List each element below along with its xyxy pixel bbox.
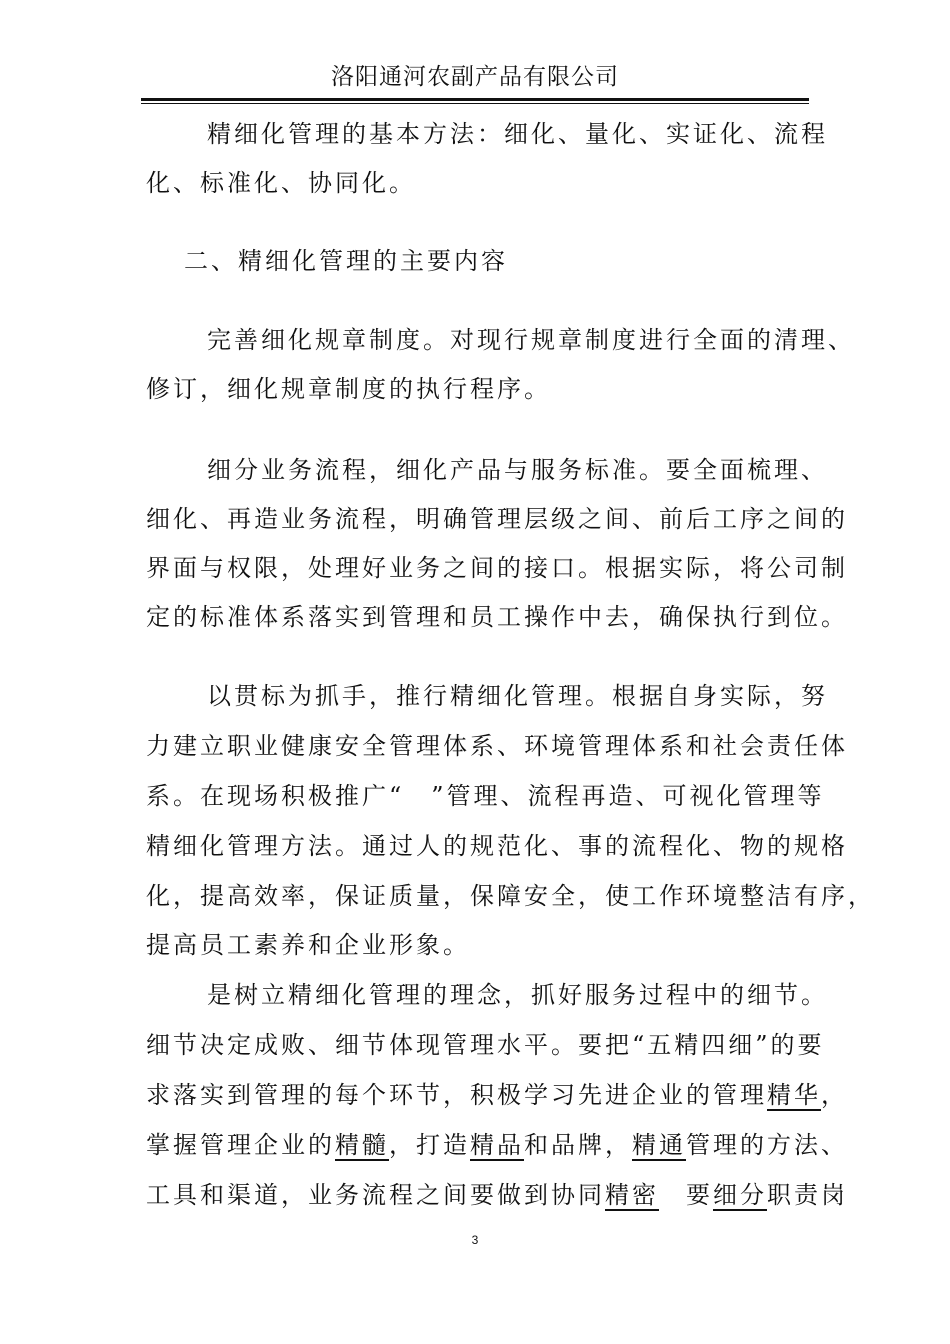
paragraph-line: 提高员工素养和企业形象。: [146, 931, 470, 959]
text-run: ，打造: [389, 1131, 470, 1159]
paragraph-line: 精细化管理方法。通过人的规范化、事的流程化、物的规格: [146, 832, 848, 860]
paragraph-line: [146, 1075, 848, 1115]
paragraph-line: 力建立职业健康安全管理体系、环境管理体系和社会责任体: [146, 732, 848, 760]
underlined-term: 精通: [632, 1131, 686, 1159]
underlined-term: 精华: [767, 1081, 821, 1109]
page-number: 3: [471, 1233, 479, 1247]
paragraph-line: [146, 1175, 848, 1215]
paragraph-line: 定的标准体系落实到管理和员工操作中去，确保执行到位。: [146, 603, 848, 631]
page-header-title: 洛阳通河农副产品有限公司: [331, 64, 619, 90]
paragraph-line: 系。在现场积极推广“ ”管理、流程再造、可视化管理等: [146, 782, 825, 810]
underlined-term: 细分: [713, 1181, 767, 1209]
paragraph-line: 细节决定成败、细节体现管理水平。要把“五精四细”的要: [146, 1031, 825, 1059]
paragraph-line: 精细化管理的基本方法：细化、量化、实证化、流程: [207, 120, 828, 148]
underlined-term: 精密: [605, 1181, 659, 1209]
paragraph-line: 界面与权限，处理好业务之间的接口。根据实际，将公司制: [146, 554, 848, 582]
text-run: 管理的方法、: [686, 1131, 848, 1159]
paragraph-line: 完善细化规章制度。对现行规章制度进行全面的清理、: [207, 326, 855, 354]
text-run: 要: [659, 1181, 713, 1209]
paragraph-line: 以贯标为抓手，推行精细化管理。根据自身实际，努: [207, 682, 828, 710]
text-run: 求落实到管理的每个环节，积极学习先进企业的管理: [146, 1081, 767, 1109]
header-rule-thin: [141, 103, 809, 104]
text-run: 工具和渠道，业务流程之间要做到协同: [146, 1181, 605, 1209]
text-run: 和品牌，: [524, 1131, 632, 1159]
header-rule-thick: [141, 98, 809, 101]
text-run: 职责岗: [767, 1181, 848, 1209]
paragraph-line: 细化、再造业务流程，明确管理层级之间、前后工序之间的: [146, 505, 848, 533]
paragraph-line: 修订，细化规章制度的执行程序。: [146, 375, 551, 403]
paragraph-line: 细分业务流程，细化产品与服务标准。要全面梳理、: [207, 456, 828, 484]
underlined-term: 精品: [470, 1131, 524, 1159]
text-run: ，: [821, 1081, 848, 1109]
paragraph-line: 化，提高效率，保证质量，保障安全，使工作环境整洁有序，: [146, 882, 875, 910]
text-run: 掌握管理企业的: [146, 1131, 335, 1159]
paragraph-line: 化、标准化、协同化。: [146, 169, 416, 197]
section-heading: 二、精细化管理的主要内容: [184, 247, 508, 275]
paragraph-line: 是树立精细化管理的理念，抓好服务过程中的细节。: [207, 981, 828, 1009]
paragraph-line: [146, 1125, 848, 1165]
underlined-term: 精髓: [335, 1131, 389, 1159]
